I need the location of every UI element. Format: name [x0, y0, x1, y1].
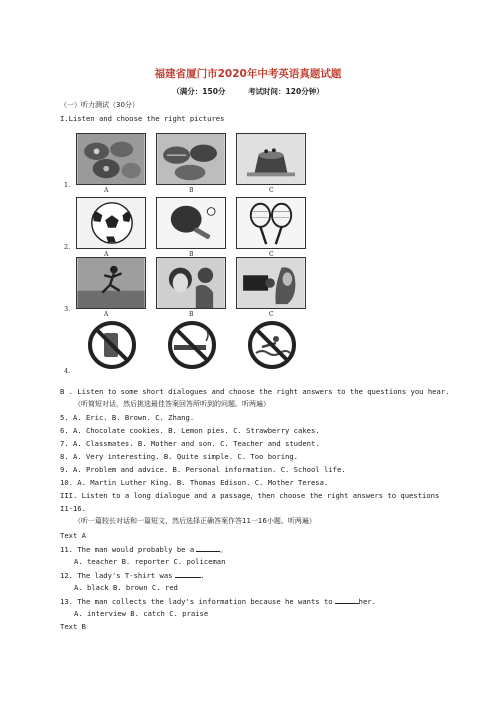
- question-11-options: A. teacher B. reporter C. policeman: [74, 557, 226, 566]
- question-13-stem: 13. The man collects the lady's information because he wants to: [60, 597, 333, 606]
- listening-heading: （一）听力测试（30分）: [60, 101, 139, 109]
- row-number-4: 4.: [64, 367, 71, 375]
- picture-1a-cookies[interactable]: [76, 133, 146, 185]
- question-6: 6. A. Chocolate cookies. B. Lemon pies. C. Strawberry cakes.: [60, 426, 320, 435]
- part2-note: （听简短对话，然后挑选最佳答案回答所听到的问题。听两遍）: [74, 400, 270, 408]
- part3-instruction: III. Listen to a long dialogue and a passage，then choose the right answers to questions: [60, 491, 440, 500]
- answer-blank-13[interactable]: [335, 596, 359, 604]
- label-2a: A: [104, 251, 109, 258]
- text-b-label: Text B: [60, 622, 86, 631]
- picture-2a-football[interactable]: [76, 197, 146, 249]
- question-13-end: her.: [358, 597, 376, 606]
- page-title: 福建省厦门市2020年中考英语真题试题: [154, 68, 342, 80]
- picture-1b-pies[interactable]: [156, 133, 226, 185]
- question-8: 8. A. Very interesting. B. Quite simple. C. Too boring.: [60, 452, 298, 461]
- question-12: [60, 570, 205, 580]
- picture-2c-tennis[interactable]: [236, 197, 306, 249]
- part1-instruction: I.Listen and choose the right pictures: [60, 114, 225, 123]
- question-10: 10. A. Martin Luther King. B. Thomas Edison. C. Mother Teresa.: [60, 478, 329, 487]
- question-5: 5. A. Eric. B. Brown. C. Zhang.: [60, 413, 195, 422]
- part3-note: （听一篇较长对话和一篇短文，然后选择正确答案作答11一16小题。听两遍）: [74, 517, 316, 525]
- label-1c: C: [269, 187, 274, 194]
- answer-blank-12[interactable]: [175, 570, 201, 578]
- label-3c: C: [269, 311, 274, 318]
- full-score: （满分：150分: [172, 87, 226, 96]
- picture-grid: [62, 131, 312, 375]
- picture-4c-no-swimming[interactable]: [236, 319, 306, 371]
- question-11-end: 。: [220, 545, 228, 554]
- row-number-1: 1.: [64, 181, 71, 189]
- exam-time: 考试时间：120分钟）: [248, 87, 324, 96]
- question-11: [60, 544, 227, 554]
- row-number-2: 2.: [64, 243, 71, 251]
- picture-3c-camera[interactable]: [236, 257, 306, 309]
- question-9: 9. A. Problem and advice. B. Personal information. C. School life.: [60, 465, 346, 474]
- question-12-end: .: [200, 571, 205, 580]
- text-a-label: Text A: [60, 531, 86, 540]
- question-11-stem: 11. The man would probably be a: [60, 545, 195, 554]
- picture-4b-no-smoking[interactable]: [156, 319, 226, 371]
- question-12-stem: 12. The lady's T-shirt was: [60, 571, 173, 580]
- question-7: 7. A. Classmates. B. Mother and son. C. Teacher and student.: [60, 439, 320, 448]
- part3-instruction-cont: I1-16.: [60, 504, 86, 513]
- question-12-options: A. black B. brown C. red: [74, 583, 178, 592]
- exam-info: [0, 86, 496, 97]
- question-13: [60, 596, 376, 606]
- label-1b: B: [189, 187, 194, 194]
- picture-2b-ping-pong[interactable]: [156, 197, 226, 249]
- answer-blank-11[interactable]: [196, 544, 220, 552]
- question-13-options: A. interview B. catch C. praise: [74, 609, 209, 618]
- label-2b: B: [189, 251, 194, 258]
- label-1a: A: [104, 187, 109, 194]
- picture-4a-no-phone[interactable]: [76, 319, 146, 371]
- row-number-3: 3.: [64, 305, 71, 313]
- part2-instruction: B . Listen to some short dialogues and choose the right answers to the questions you hear.: [60, 387, 450, 396]
- picture-1c-cakes[interactable]: [236, 133, 306, 185]
- label-3b: B: [189, 311, 194, 318]
- label-3a: A: [104, 311, 109, 318]
- picture-3a-runner[interactable]: [76, 257, 146, 309]
- label-2c: C: [269, 251, 274, 258]
- picture-3b-makeup[interactable]: [156, 257, 226, 309]
